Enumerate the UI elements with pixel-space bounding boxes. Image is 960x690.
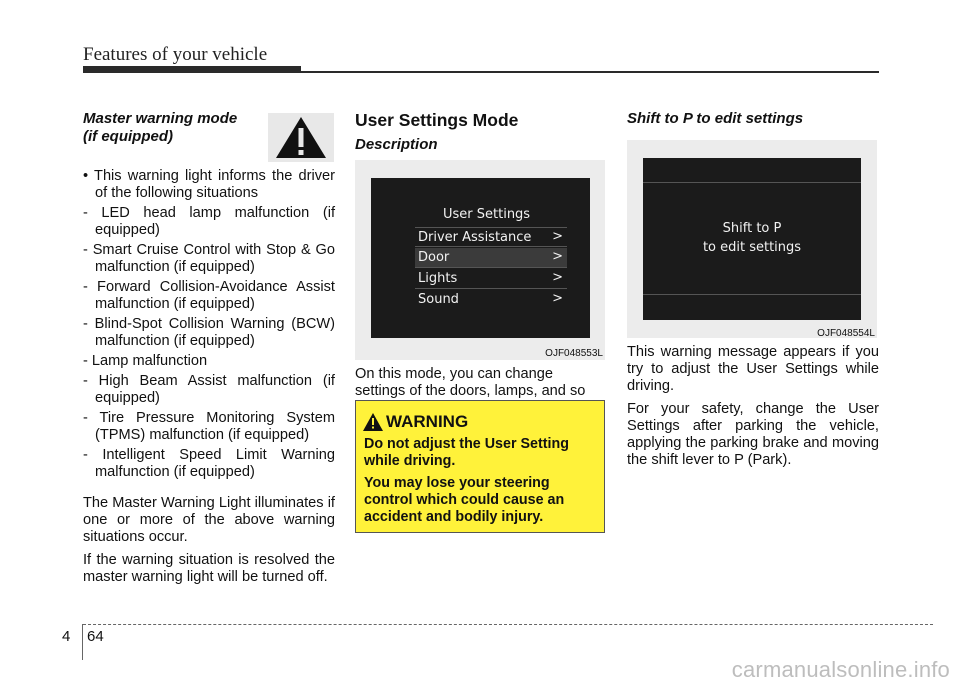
display-title: User Settings (443, 207, 531, 222)
warning-text: You may lose your steering control which could cause an accident and bodily injury. (364, 475, 565, 525)
display-message-line: to edit settings (702, 240, 802, 255)
user-settings-heading: User Settings Mode (355, 110, 519, 130)
column-user-settings (355, 110, 605, 417)
figure-code: OJF048553L (545, 348, 603, 359)
list-item: - Intelligent Speed Limit Warning malfunction (if equipped) (83, 447, 335, 480)
list-item: - High Beam Assist malfunction (if equipped) (83, 373, 335, 406)
warning-title: WARNING (386, 412, 469, 431)
heading-line: Master warning mode (83, 110, 238, 127)
display-rule (643, 294, 861, 295)
user-settings-figure (355, 160, 605, 360)
footer-divider (82, 624, 83, 660)
list-item: - Smart Cruise Control with Stop & Go malfunction (if equipped) (83, 242, 335, 275)
list-item: - LED head lamp malfunction (if equipped) (83, 205, 335, 238)
list-item: - Tire Pressure Monitoring System (TPMS) malfunction (if equipped) (83, 410, 335, 443)
column-shift-to-p (627, 110, 879, 469)
list-item: - Forward Collision-Avoidance Assist malfunction (if equipped) (83, 279, 335, 312)
description-subheading: Description (355, 136, 438, 153)
cluster-display (371, 178, 590, 338)
warning-text: Do not adjust the User Setting while driving. (364, 436, 569, 469)
heading-line: (if equipped) (83, 128, 173, 145)
figure-code: OJF048554L (817, 328, 875, 339)
watermark[interactable]: carmanualsonline.info (731, 657, 950, 682)
menu-label: Door (418, 250, 450, 265)
menu-row-door (415, 248, 567, 268)
menu-label: Lights (418, 271, 458, 286)
paragraph: If the warning situation is resolved the master warning light will be turned off. (83, 552, 335, 585)
master-warning-heading (83, 110, 335, 146)
list-item: - Blind-Spot Collision Warning (BCW) malfunction (if equipped) (83, 316, 335, 349)
menu-label: Driver Assistance (418, 230, 532, 245)
header-rule (301, 71, 879, 73)
cluster-display (643, 158, 861, 320)
list-item: - Lamp malfunction (83, 353, 208, 369)
page-number: 64 (87, 628, 104, 645)
display-message-line: Shift to P (722, 221, 782, 236)
menu-row-driver-assistance (415, 227, 567, 247)
paragraph: For your safety, change the User Settings after parking the vehicle, applying the parking brake and moving the shift lever to P (Park). (627, 401, 879, 468)
header-bar (83, 66, 301, 73)
chevron-right-icon: > (552, 249, 563, 264)
footer-rule (83, 624, 933, 625)
paragraph: This warning message appears if you try to adjust the User Settings while driving. (627, 344, 879, 394)
paragraph: On this mode, you can change settings of the doors, lamps, and so (355, 366, 586, 399)
column-master-warning (83, 110, 335, 586)
menu-row-lights (415, 269, 567, 289)
menu-row-sound (415, 290, 567, 310)
shift-to-p-figure (627, 140, 877, 338)
warning-callout (355, 400, 605, 533)
list-item: • This warning light informs the driver of the following situations (83, 168, 335, 201)
chevron-right-icon: > (552, 229, 563, 244)
chevron-right-icon: > (552, 270, 563, 285)
paragraph: The Master Warning Light illuminates if one or more of the above warning situations occur. (83, 495, 335, 545)
shift-to-p-heading: Shift to P to edit settings (627, 110, 804, 127)
chapter-number: 4 (62, 628, 71, 645)
chevron-right-icon: > (552, 291, 563, 306)
menu-label: Sound (418, 292, 459, 307)
warning-triangle-icon (362, 412, 384, 432)
display-rule (643, 182, 861, 183)
page-header-title: Features of your vehicle (83, 44, 268, 65)
warning-situation-list (83, 168, 335, 481)
